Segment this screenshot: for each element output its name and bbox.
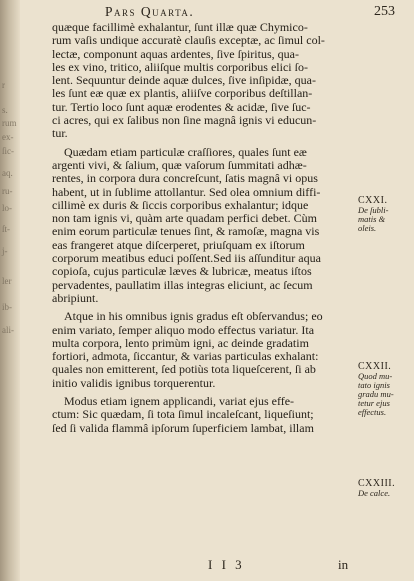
margin-note-text: De ſubli- <box>358 205 389 215</box>
text-line: rum vaſis undique accuratè clauſis exceptæ, ac ſimul col- <box>52 33 325 48</box>
text-line: lent. Sequuntur deinde aquæ dulces, ſive inſipidæ, qua- <box>52 73 316 88</box>
text-line: tur. Tertio loco ſunt aquæ erodentes & acidæ, ſive ſuc- <box>52 99 311 114</box>
text-line: ctum: Sic quædam, ſi tota ſimul incaleſcant, liqueſiunt; <box>52 407 314 422</box>
text-line: fortiori, admota, ſiccantur, & varias particulas exhalant: <box>52 349 319 364</box>
text-line: quales non emitterent, ſed potiùs tota liqueſcerent, ſi ab <box>52 362 316 377</box>
text-line: enim variato, ſemper aliquo modo effectus variatur. Ita <box>52 322 315 337</box>
text-line: eas frangeret atque diſcerperet, priuſquam ex iſtorum <box>52 237 305 252</box>
text-line: ſed ſi valida flammâ ipſorum ſuperficiem lambat, illam <box>52 420 314 435</box>
margin-note-text: tetur ejus <box>358 398 390 408</box>
margin-note-text: oleis. <box>358 223 377 233</box>
margin-note-text: Quod mu- <box>358 371 393 381</box>
bleed-fragment: ſt- <box>2 224 10 234</box>
paragraph <box>52 310 352 390</box>
text-line: non tam ignis vi, quàm arte quadam perfici debet. Cùm <box>52 211 317 226</box>
paragraph <box>52 395 352 435</box>
margin-note-number: CXXIII. <box>358 478 396 489</box>
text-line: Modus etiam ignem applicandi, variat ejus effe- <box>64 394 295 409</box>
page-number: 253 <box>374 4 395 19</box>
paragraph <box>52 146 352 306</box>
text-line: copioſa, cujus particulæ læves & lubricæ, meatus iſtos <box>52 264 312 279</box>
text-line: pervadentes, paullatim illas integras eliciunt, ac ſecum <box>52 277 313 292</box>
bleed-fragment: ib- <box>2 302 12 312</box>
bleed-fragment: j- <box>2 246 8 256</box>
bleed-fragment: ex- <box>2 132 14 142</box>
signature-mark: I I 3 <box>208 557 245 572</box>
bleed-fragment: ali- <box>2 325 14 335</box>
bleed-fragment: ler <box>2 276 12 286</box>
text-line: Atque in his omnibus ignis gradus eſt obſervandus; eo <box>64 309 323 324</box>
margin-note-text: De calce. <box>358 488 391 498</box>
margin-note-text: effectus. <box>358 407 387 417</box>
bleed-fragment: ſic- <box>2 146 14 156</box>
margin-note-cxxii <box>358 361 410 417</box>
margin-note-number: CXXII. <box>358 361 392 372</box>
text-line: les ex vino, tritico, aliiſque multis corporibus elici ſo- <box>52 59 308 74</box>
text-line: abripiunt. <box>52 290 99 305</box>
text-line: quæque facillimè exhalantur, ſunt illæ quæ Chymico- <box>52 20 308 34</box>
paragraph <box>52 21 352 141</box>
margin-note-cxxi <box>358 195 410 233</box>
margin-note-number: CXXI. <box>358 195 388 206</box>
text-line: initio validis ignibus torquerentur. <box>52 375 216 390</box>
text-line: tur. <box>52 126 68 141</box>
text-line: lectæ, componunt aquas ardentes, ſive ſpiritus, qua- <box>52 46 299 61</box>
margin-note-text: gradu mu- <box>358 389 394 399</box>
text-line: les ſunt eæ quæ ex plantis, aliiſve corporibus deſtillan- <box>52 86 313 101</box>
text-line: Quædam etiam particulæ craſſiores, quales ſunt eæ <box>64 144 307 159</box>
margin-note-text: matis & <box>358 214 386 224</box>
bleed-fragment: ru- <box>2 186 13 196</box>
bleed-fragment: aq. <box>2 168 13 178</box>
bleed-fragment: r <box>2 80 5 90</box>
text-line: argenti vivi, & ſalium, quæ vaſorum ſummitati adhæ- <box>52 157 307 172</box>
body-text <box>52 21 352 435</box>
margin-note-text: tato ignis <box>358 380 390 390</box>
text-line: corporum meatibus educi poſſent.Sed iis aſſunditur aqua <box>52 251 321 266</box>
text-line: rentes, in corpora dura concreſcunt, ſatis magnâ vi opus <box>52 171 318 186</box>
text-line: cillimè ex duris & ſiccis corporibus exhalantur; idque <box>52 197 309 212</box>
margin-note-cxxiii <box>358 478 410 498</box>
catchword: in <box>338 557 349 572</box>
facing-page-bleed <box>0 0 20 581</box>
text-line: ci acres, qui ex ſalibus non ſine magnâ ignis vi educun- <box>52 113 317 128</box>
bleed-fragment: rum <box>2 118 17 128</box>
bleed-fragment: s. <box>2 105 8 115</box>
running-title: Pars Quarta. <box>105 4 195 19</box>
text-line: habent, ut in ſublime attollantur. Sed olea omnium diffi- <box>52 184 321 199</box>
bleed-fragment: lo- <box>2 203 12 213</box>
text-line: multa corpora, lento primùm igni, ac deinde gradatim <box>52 335 309 350</box>
text-line: enim eorum particulæ tenues ſint, & ramoſæ, magna vis <box>52 224 320 239</box>
